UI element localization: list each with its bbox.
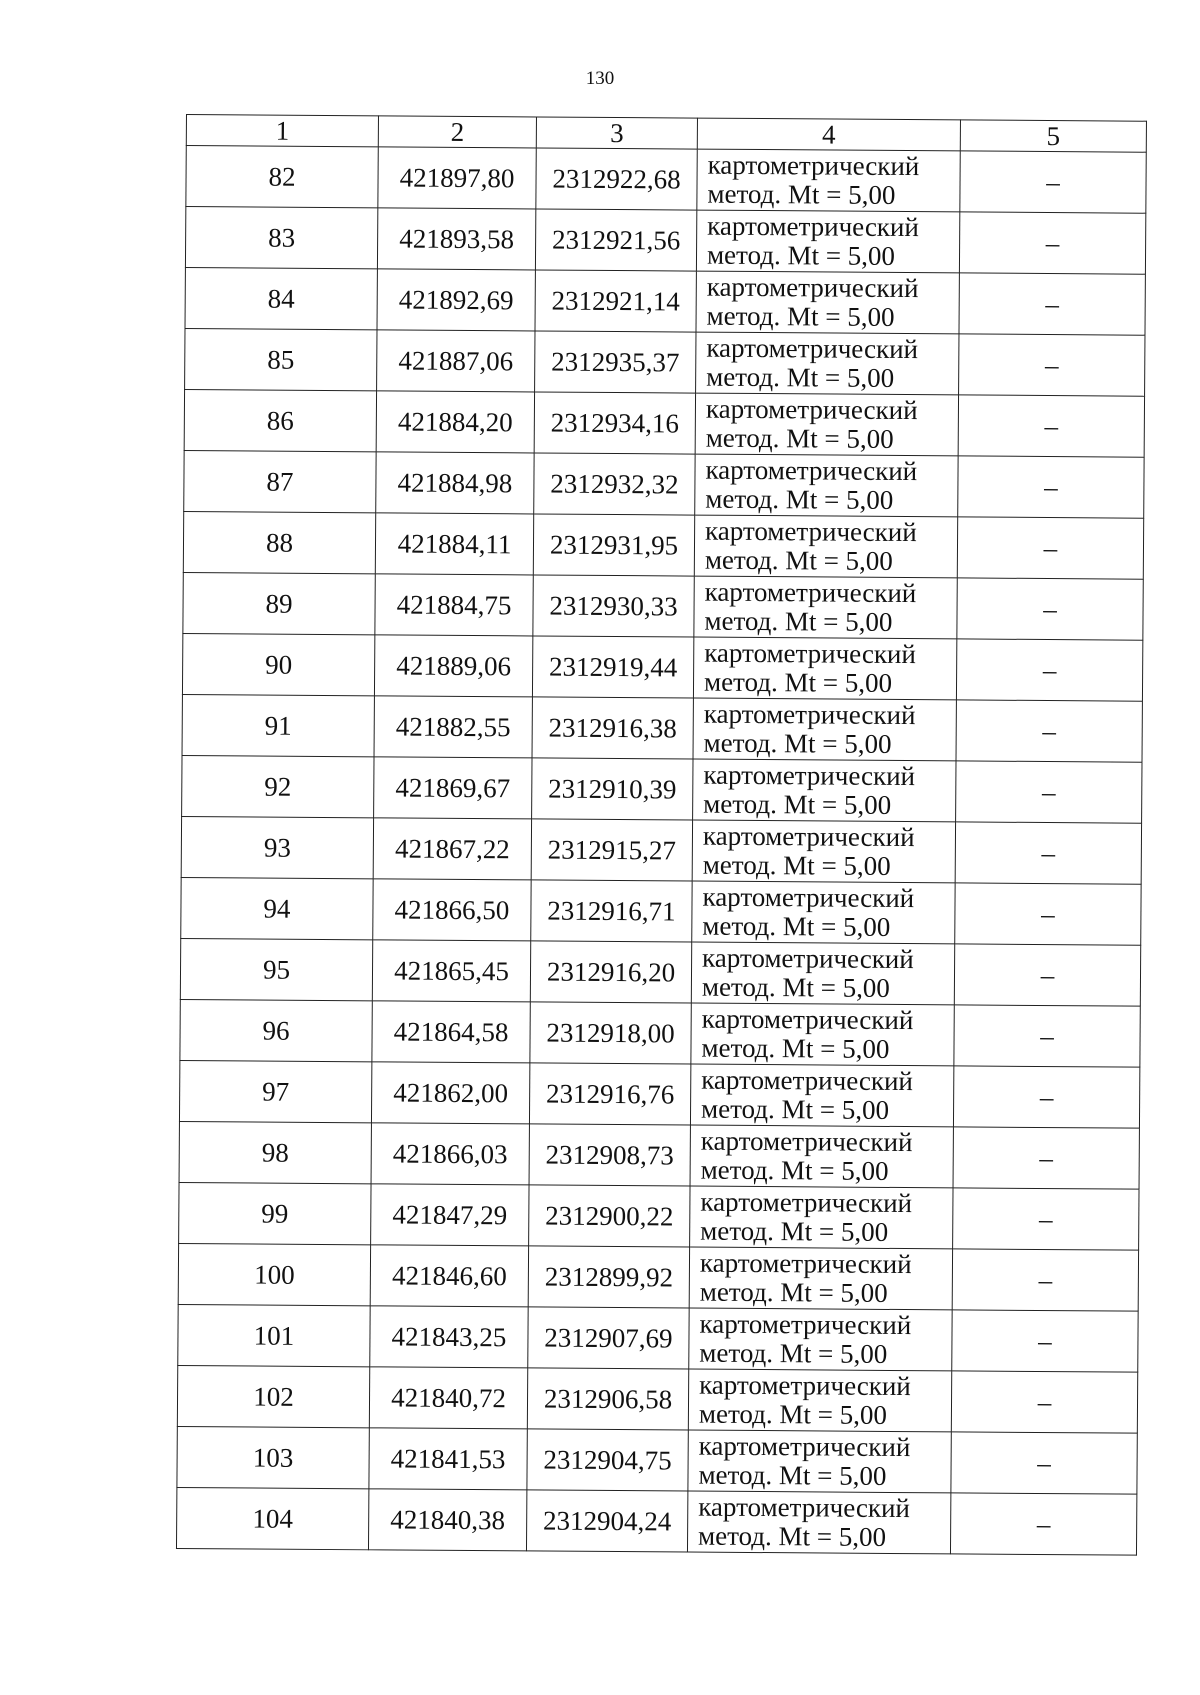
note-cell: – <box>956 700 1142 762</box>
method-accuracy: метод. Mt = 5,00 <box>706 361 895 393</box>
method-cell <box>692 881 955 944</box>
point-number-cell: 94 <box>181 877 373 939</box>
table-row <box>178 1243 1138 1311</box>
method-accuracy: метод. Mt = 5,00 <box>700 1215 889 1247</box>
x-coordinate-cell: 421846,60 <box>370 1245 528 1307</box>
method-cell <box>693 637 956 700</box>
table-row <box>182 633 1142 701</box>
note-cell: – <box>959 212 1145 274</box>
note-cell: – <box>957 578 1143 640</box>
point-number-cell: 88 <box>183 511 375 573</box>
note-cell: – <box>956 761 1142 823</box>
table-row <box>182 755 1142 823</box>
method-name: картометрический <box>705 454 918 487</box>
table-body <box>176 146 1146 1556</box>
method-accuracy: метод. Mt = 5,00 <box>701 971 890 1003</box>
y-coordinate-cell: 2312916,20 <box>530 941 691 1003</box>
method-accuracy: метод. Mt = 5,00 <box>705 483 894 515</box>
point-number-cell: 87 <box>184 450 376 512</box>
method-name: картометрический <box>699 1369 911 1402</box>
method-name: картометрический <box>704 515 917 548</box>
table-row <box>184 389 1144 457</box>
method-cell <box>687 1491 950 1554</box>
method-name: картометрический <box>702 820 915 853</box>
y-coordinate-cell: 2312916,38 <box>532 697 693 759</box>
header-col-4: 4 <box>697 118 960 151</box>
method-accuracy: метод. Mt = 5,00 <box>703 727 892 759</box>
point-number-cell: 85 <box>185 328 377 390</box>
method-name: картометрический <box>707 210 919 243</box>
point-number-cell: 95 <box>180 938 372 1000</box>
table-row <box>184 450 1144 518</box>
method-name: картометрический <box>699 1247 912 1280</box>
header-col-1: 1 <box>186 115 378 147</box>
note-cell: – <box>960 151 1146 213</box>
method-accuracy: метод. Mt = 5,00 <box>698 1398 888 1430</box>
x-coordinate-cell: 421864,58 <box>372 1001 530 1063</box>
y-coordinate-cell: 2312915,27 <box>531 819 692 881</box>
method-cell <box>696 332 959 395</box>
table-row <box>182 694 1142 762</box>
x-coordinate-cell: 421897,80 <box>378 147 536 209</box>
method-cell <box>693 698 956 761</box>
y-coordinate-cell: 2312922,68 <box>536 148 697 210</box>
x-coordinate-cell: 421884,75 <box>375 574 533 636</box>
y-coordinate-cell: 2312921,56 <box>535 209 696 271</box>
method-accuracy: метод. Mt = 5,00 <box>703 666 893 698</box>
coordinates-table <box>176 114 1147 1556</box>
table-row <box>179 1060 1139 1128</box>
point-number-cell: 90 <box>182 633 374 695</box>
table-row <box>181 816 1141 884</box>
method-accuracy: метод. Mt = 5,00 <box>697 1520 887 1552</box>
note-cell: – <box>954 944 1140 1006</box>
y-coordinate-cell: 2312916,76 <box>529 1063 690 1125</box>
y-coordinate-cell: 2312919,44 <box>532 636 693 698</box>
method-name: картометрический <box>706 332 919 365</box>
point-number-cell: 84 <box>185 267 377 329</box>
method-name: картометрический <box>707 149 920 182</box>
point-number-cell: 89 <box>183 572 375 634</box>
point-number-cell: 104 <box>176 1487 368 1549</box>
y-coordinate-cell: 2312908,73 <box>529 1124 690 1186</box>
y-coordinate-cell: 2312910,39 <box>532 758 693 820</box>
method-accuracy: метод. Mt = 5,00 <box>706 239 896 271</box>
x-coordinate-cell: 421884,11 <box>375 513 533 575</box>
method-accuracy: метод. Mt = 5,00 <box>699 1337 888 1369</box>
table-row <box>180 938 1140 1006</box>
table-row <box>185 328 1145 396</box>
table-row <box>183 511 1143 579</box>
method-name: картометрический <box>706 271 919 304</box>
point-number-cell: 99 <box>179 1182 371 1244</box>
method-accuracy: метод. Mt = 5,00 <box>701 1032 890 1064</box>
method-name: картометрический <box>705 393 918 426</box>
note-cell: – <box>959 334 1145 396</box>
method-cell <box>688 1430 951 1493</box>
method-cell <box>689 1247 952 1310</box>
table-row <box>185 267 1145 335</box>
method-accuracy: метод. Mt = 5,00 <box>700 1093 890 1125</box>
y-coordinate-cell: 2312932,32 <box>534 453 695 515</box>
method-accuracy: метод. Mt = 5,00 <box>699 1276 888 1308</box>
note-cell: – <box>954 1005 1140 1067</box>
method-cell <box>690 1125 953 1188</box>
method-cell <box>695 454 958 517</box>
point-number-cell: 102 <box>177 1365 369 1427</box>
point-number-cell: 97 <box>179 1060 371 1122</box>
point-number-cell: 98 <box>179 1121 371 1183</box>
y-coordinate-cell: 2312918,00 <box>530 1002 691 1064</box>
y-coordinate-cell: 2312930,33 <box>533 575 694 637</box>
method-name: картометрический <box>699 1308 912 1341</box>
x-coordinate-cell: 421841,53 <box>369 1428 527 1490</box>
note-cell: – <box>952 1310 1138 1372</box>
x-coordinate-cell: 421892,69 <box>377 269 535 331</box>
header-col-2: 2 <box>378 116 536 148</box>
note-cell: – <box>953 1127 1139 1189</box>
table-row <box>186 146 1146 214</box>
method-name: картометрический <box>702 942 914 975</box>
y-coordinate-cell: 2312899,92 <box>528 1246 689 1308</box>
point-number-cell: 93 <box>181 816 373 878</box>
x-coordinate-cell: 421840,72 <box>369 1367 527 1429</box>
method-accuracy: метод. Mt = 5,00 <box>700 1154 889 1186</box>
y-coordinate-cell: 2312934,16 <box>534 392 695 454</box>
x-coordinate-cell: 421843,25 <box>370 1306 528 1368</box>
method-cell <box>691 942 954 1005</box>
page-number: 130 <box>585 68 615 89</box>
method-name: картометрический <box>703 698 916 731</box>
method-cell <box>697 149 960 212</box>
note-cell: – <box>955 883 1141 945</box>
note-cell: – <box>951 1432 1137 1494</box>
table-row <box>176 1487 1136 1555</box>
method-name: картометрический <box>700 1186 913 1219</box>
note-cell: – <box>957 517 1143 579</box>
table-row <box>180 999 1140 1067</box>
x-coordinate-cell: 421840,38 <box>368 1489 526 1551</box>
note-cell: – <box>952 1249 1138 1311</box>
note-cell: – <box>951 1371 1137 1433</box>
method-accuracy: метод. Mt = 5,00 <box>702 849 891 881</box>
point-number-cell: 82 <box>186 146 378 208</box>
x-coordinate-cell: 421869,67 <box>374 757 532 819</box>
method-cell <box>696 271 959 334</box>
point-number-cell: 101 <box>178 1304 370 1366</box>
note-cell: – <box>950 1493 1136 1555</box>
note-cell: – <box>959 273 1145 335</box>
table-row <box>177 1365 1137 1433</box>
point-number-cell: 100 <box>178 1243 370 1305</box>
method-cell <box>694 576 957 639</box>
x-coordinate-cell: 421865,45 <box>372 940 530 1002</box>
method-cell <box>695 393 958 456</box>
y-coordinate-cell: 2312935,37 <box>535 331 696 393</box>
method-accuracy: метод. Mt = 5,00 <box>705 422 894 454</box>
point-number-cell: 91 <box>182 694 374 756</box>
y-coordinate-cell: 2312921,14 <box>535 270 696 332</box>
method-accuracy: метод. Mt = 5,00 <box>704 544 893 576</box>
point-number-cell: 92 <box>182 755 374 817</box>
method-cell <box>692 820 955 883</box>
point-number-cell: 103 <box>177 1426 369 1488</box>
method-name: картометрический <box>704 576 917 609</box>
method-cell <box>689 1308 952 1371</box>
y-coordinate-cell: 2312916,71 <box>531 880 692 942</box>
table-row <box>179 1121 1139 1189</box>
method-name: картометрический <box>698 1491 911 1524</box>
table-row <box>181 877 1141 945</box>
method-cell <box>691 1003 954 1066</box>
point-number-cell: 83 <box>185 207 377 269</box>
method-accuracy: метод. Mt = 5,00 <box>706 300 895 332</box>
note-cell: – <box>958 395 1144 457</box>
x-coordinate-cell: 421867,22 <box>373 818 531 880</box>
x-coordinate-cell: 421866,50 <box>373 879 531 941</box>
method-cell <box>693 759 956 822</box>
method-name: картометрический <box>703 759 916 792</box>
y-coordinate-cell: 2312906,58 <box>527 1368 688 1430</box>
table-row <box>185 207 1145 275</box>
method-name: картометрический <box>704 637 917 670</box>
point-number-cell: 96 <box>180 999 372 1061</box>
x-coordinate-cell: 421847,29 <box>371 1184 529 1246</box>
method-cell <box>694 515 957 578</box>
method-name: картометрический <box>701 1064 914 1097</box>
method-name: картометрический <box>702 881 915 914</box>
x-coordinate-cell: 421893,58 <box>377 208 535 270</box>
note-cell: – <box>955 822 1141 884</box>
method-accuracy: метод. Mt = 5,00 <box>702 910 891 942</box>
table-row <box>179 1182 1139 1250</box>
x-coordinate-cell: 421887,06 <box>377 330 535 392</box>
method-cell <box>688 1369 951 1432</box>
note-cell: – <box>958 456 1144 518</box>
method-name: картометрический <box>700 1125 913 1158</box>
note-cell: – <box>956 639 1142 701</box>
note-cell: – <box>953 1066 1139 1128</box>
method-cell <box>696 210 959 273</box>
table-row <box>183 572 1143 640</box>
x-coordinate-cell: 421884,20 <box>376 391 534 453</box>
x-coordinate-cell: 421882,55 <box>374 696 532 758</box>
x-coordinate-cell: 421884,98 <box>376 452 534 514</box>
table-row <box>178 1304 1138 1372</box>
method-accuracy: метод. Mt = 5,00 <box>707 178 896 210</box>
x-coordinate-cell: 421862,00 <box>371 1062 529 1124</box>
y-coordinate-cell: 2312931,95 <box>533 514 694 576</box>
y-coordinate-cell: 2312900,22 <box>529 1185 690 1247</box>
method-name: картометрический <box>701 1003 914 1036</box>
method-accuracy: метод. Mt = 5,00 <box>698 1459 887 1491</box>
header-col-5: 5 <box>960 120 1146 152</box>
method-cell <box>690 1186 953 1249</box>
note-cell: – <box>953 1188 1139 1250</box>
method-cell <box>690 1064 953 1127</box>
point-number-cell: 86 <box>184 389 376 451</box>
table-row <box>177 1426 1137 1494</box>
method-name: картометрический <box>698 1430 911 1463</box>
x-coordinate-cell: 421889,06 <box>374 635 532 697</box>
x-coordinate-cell: 421866,03 <box>371 1123 529 1185</box>
y-coordinate-cell: 2312904,75 <box>527 1429 688 1491</box>
y-coordinate-cell: 2312907,69 <box>528 1307 689 1369</box>
y-coordinate-cell: 2312904,24 <box>526 1490 687 1552</box>
method-accuracy: метод. Mt = 5,00 <box>704 605 893 637</box>
method-accuracy: метод. Mt = 5,00 <box>703 788 892 820</box>
header-col-3: 3 <box>536 117 697 149</box>
